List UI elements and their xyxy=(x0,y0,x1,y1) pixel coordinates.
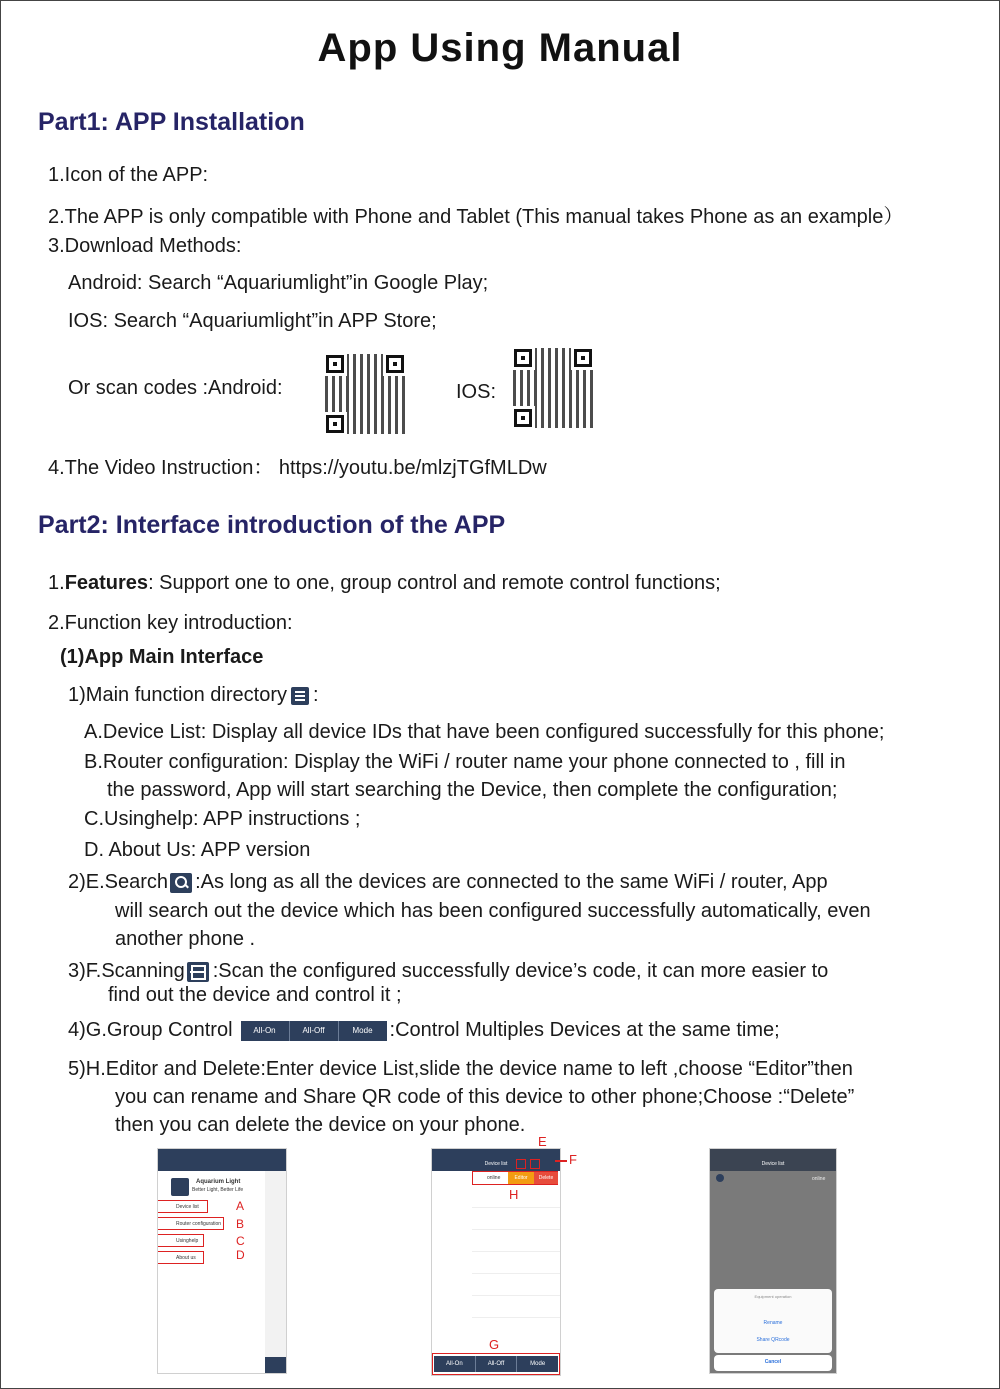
function-key-intro: 2.Function key introduction: xyxy=(48,612,293,634)
screenshot-main-menu xyxy=(157,1148,287,1374)
all-off-button: All-Off xyxy=(476,1356,518,1372)
label-e: E xyxy=(538,1134,547,1149)
scan-icon xyxy=(530,1159,540,1169)
scanning-line-2: find out the device and control it ; xyxy=(108,984,402,1006)
label-d: D xyxy=(236,1248,245,1262)
group-control-bar xyxy=(434,1356,558,1372)
rename-option: Rename xyxy=(763,1320,783,1326)
search-line-2: will search out the device which has been configured successfully automatically, even xyxy=(115,900,871,922)
page-title: App Using Manual xyxy=(317,26,683,70)
editor-delete-line-1: 5)H.Editor and Delete:Enter device List,slide the device name to left ,choose “Editor”then xyxy=(68,1058,853,1080)
label-c: C xyxy=(236,1234,245,1248)
part1-item3: 3.Download Methods: xyxy=(48,235,242,257)
device-status: online xyxy=(812,1176,826,1182)
share-qrcode-option: Share QRcode xyxy=(756,1337,790,1343)
group-control-line: 4)G.Group Control All-On All-Off Mode :Control Multiples Devices at the same time; xyxy=(68,1019,780,1041)
brand-slogan: Better Light, Better Life xyxy=(192,1187,244,1193)
device-icon xyxy=(716,1174,724,1182)
device-list-nav: Device list xyxy=(432,1157,560,1171)
editor-button: Editor xyxy=(508,1172,534,1184)
search-icon xyxy=(516,1159,526,1169)
menu-about-us: About us xyxy=(176,1255,196,1261)
scanning-line: 3)F.Scanning :Scan the configured successfully device’s code, it can more easier to xyxy=(68,960,829,982)
label-a: A xyxy=(236,1199,245,1213)
app-logo xyxy=(171,1178,189,1196)
mode-button: Mode xyxy=(530,1361,546,1367)
menu-device-list: Device list xyxy=(176,1204,199,1210)
all-on-button: All-On xyxy=(241,1021,290,1041)
device-row-status: online xyxy=(487,1175,501,1181)
features-line: 1.Features: Support one to one, group control and remote control functions; xyxy=(48,572,721,594)
video-instruction: 4.The Video Instruction： https://youtu.be/mlzjTGfMLDw xyxy=(48,457,547,479)
menu-icon xyxy=(291,687,309,705)
scan-icon xyxy=(187,962,209,982)
item-a-device-list: A.Device List: Display all device IDs that have been configured successfully for this phone; xyxy=(84,721,885,743)
scan-ios-label: IOS: xyxy=(456,381,497,403)
screenshot-action-sheet xyxy=(709,1148,837,1374)
menu-icon xyxy=(272,1157,280,1165)
android-qr-code xyxy=(325,354,405,434)
label-h: H xyxy=(509,1187,519,1202)
android-download: Android: Search “Aquariumlight”in Google Play; xyxy=(68,272,489,294)
brand-name: Aquarium Light xyxy=(196,1179,241,1185)
label-f: F xyxy=(569,1152,577,1167)
sheet-title: Equipment operation xyxy=(754,1294,792,1299)
editor-delete-line-3: then you can delete the device on your phone. xyxy=(115,1114,526,1136)
menu-router-config: Router configuration xyxy=(176,1221,222,1227)
part2-heading: Part2: Interface introduction of the APP xyxy=(38,511,506,539)
part1-item2: 2.The APP is only compatible with Phone and Tablet (This manual takes Phone as an example） xyxy=(48,206,904,228)
main-interface-heading: (1)App Main Interface xyxy=(60,646,264,668)
group-control-bar xyxy=(241,1021,387,1041)
cancel-option: Cancel xyxy=(764,1359,782,1365)
item-b-router-2: the password, App will start searching the Device, then complete the configuration; xyxy=(107,779,838,801)
item-c-usinghelp: C.Usinghelp: APP instructions ; xyxy=(84,808,361,830)
scan-android-label: Or scan codes :Android: xyxy=(68,377,283,399)
ios-download: IOS: Search “Aquariumlight”in APP Store; xyxy=(68,310,437,332)
arrow-f xyxy=(555,1160,567,1162)
item-b-router-1: B.Router configuration: Display the WiFi / router name your phone connected to , fill in xyxy=(84,751,846,773)
item-d-about-us: D. About Us: APP version xyxy=(84,839,311,861)
menu-usinghelp: Usinghelp xyxy=(176,1238,199,1244)
part1-heading: Part1: APP Installation xyxy=(38,108,305,136)
mode-button: Mode xyxy=(352,1025,373,1035)
all-on-button: All-On xyxy=(434,1356,476,1372)
main-directory-line: 1)Main function directory : xyxy=(68,684,319,706)
label-g: G xyxy=(489,1337,500,1352)
all-off-button: All-Off xyxy=(290,1021,339,1041)
search-icon xyxy=(170,873,192,893)
device-list-nav: Device list xyxy=(710,1157,836,1171)
editor-delete-line-2: you can rename and Share QR code of this device to other phone;Choose :“Delete” xyxy=(115,1086,855,1108)
search-line-3: another phone . xyxy=(115,928,256,950)
search-line: 2)E.Search :As long as all the devices are connected to the same WiFi / router, App xyxy=(68,871,828,893)
part1-item1: 1.Icon of the APP: xyxy=(48,164,209,186)
label-b: B xyxy=(236,1217,245,1231)
ios-qr-code xyxy=(513,348,593,428)
delete-button: Delete xyxy=(534,1172,558,1184)
